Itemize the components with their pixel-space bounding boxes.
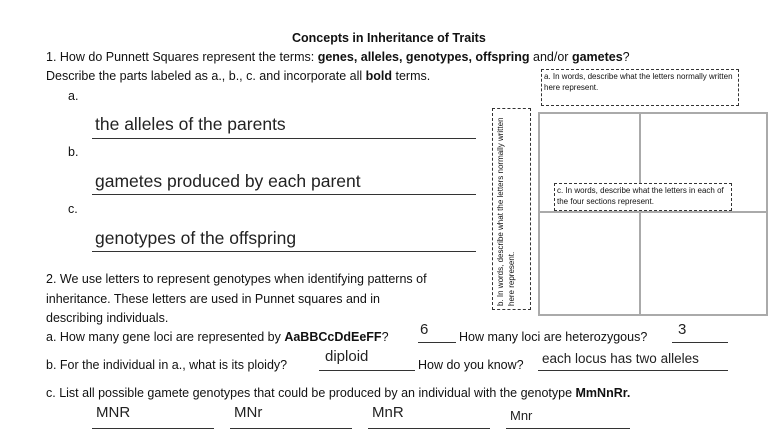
how-know-answer[interactable]: each locus has two alleles <box>542 351 699 366</box>
gamete-3[interactable]: MnR <box>372 404 404 421</box>
punnett-square <box>538 112 768 316</box>
question-2a-text: a. How many gene loci are represented by AaBBCcDdEeFF? <box>46 330 389 344</box>
heterozygous-question: How many loci are heterozygous? <box>459 330 648 344</box>
part-a-label: a. <box>68 89 79 103</box>
question-2-line-3: describing individuals. <box>46 311 169 325</box>
ploidy-line <box>319 370 415 371</box>
page-title: Concepts in Inheritance of Traits <box>292 31 486 45</box>
note-b-text-content: b. In words, describe what the letters normally written here represent. <box>496 117 516 306</box>
part-b-label: b. <box>68 145 79 159</box>
part-c-answer[interactable]: genotypes of the offspring <box>95 228 297 248</box>
heterozygous-answer[interactable]: 3 <box>678 321 687 338</box>
note-c-box <box>554 183 732 211</box>
gamete-2[interactable]: MNr <box>234 404 263 421</box>
gamete-3-line <box>368 428 490 429</box>
part-a-answer-line <box>92 138 476 139</box>
question-2b-text: b. For the individual in a., what is its ploidy? <box>46 358 288 372</box>
punnett-square-vertical-divider <box>639 112 641 316</box>
loci-count-answer[interactable]: 6 <box>420 321 429 338</box>
punnett-square-horizontal-divider <box>538 211 768 213</box>
part-a-answer[interactable]: the alleles of the parents <box>95 114 286 134</box>
loci-count-line <box>418 342 456 343</box>
note-a-box <box>541 69 739 106</box>
note-a-text: a. In words, describe what the letters normally written here represent. <box>544 72 733 92</box>
part-b-answer[interactable]: gametes produced by each parent <box>95 171 361 191</box>
question-1-line-2: Describe the parts labeled as a., b., c. and incorporate all bold terms. <box>46 69 431 83</box>
question-1-line-1: 1. How do Punnett Squares represent the terms: genes, alleles, genotypes, offspring and/or gametes? <box>46 50 630 64</box>
ploidy-answer[interactable]: diploid <box>325 348 369 365</box>
note-b-box <box>492 108 531 310</box>
heterozygous-line <box>672 342 728 343</box>
gamete-2-line <box>230 428 352 429</box>
question-2c-text: c. List all possible gamete genotypes that could be produced by an individual with the genotype MmNnRr. <box>46 386 631 400</box>
note-b-text <box>495 110 517 306</box>
gamete-1-line <box>92 428 214 429</box>
part-c-label: c. <box>68 202 78 216</box>
how-know-question: How do you know? <box>418 358 524 372</box>
part-b-answer-line <box>92 194 476 195</box>
question-2-line-1: 2. We use letters to represent genotypes when identifying patterns of <box>46 272 427 286</box>
question-2-line-2: inheritance. These letters are used in Punnet squares and in <box>46 292 381 306</box>
gamete-4[interactable]: Mnr <box>510 408 533 423</box>
note-c-text: c. In words, describe what the letters in each of the four sections represent. <box>557 186 724 206</box>
gamete-4-line <box>506 428 630 429</box>
part-c-answer-line <box>92 251 476 252</box>
gamete-1[interactable]: MNR <box>96 404 131 421</box>
how-know-line <box>538 370 728 371</box>
